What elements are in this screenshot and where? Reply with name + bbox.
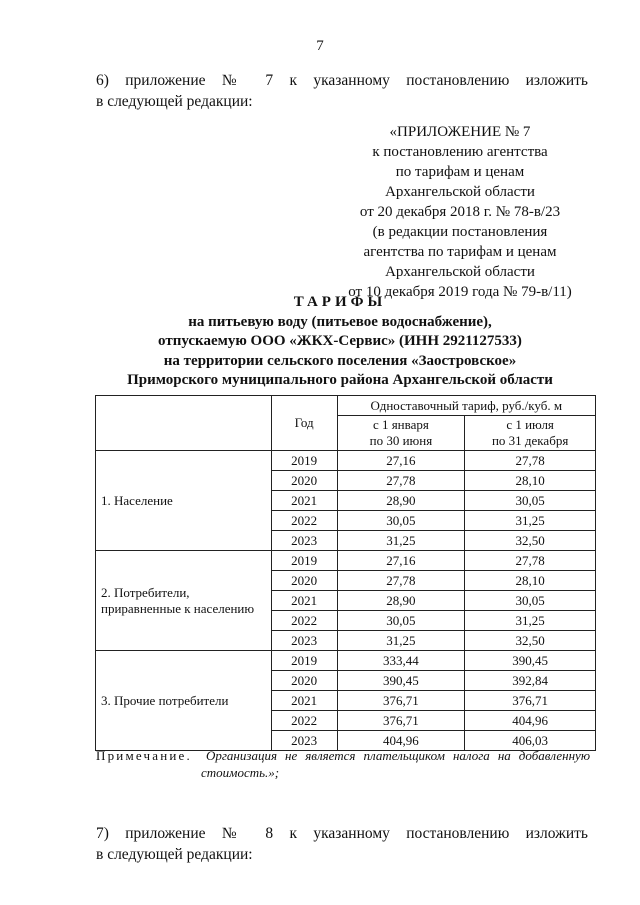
tariff-h1-cell: 31,25 [337,631,465,651]
tariff-h2-cell: 404,96 [465,711,596,731]
note-label: Примечание. [96,748,192,763]
tariff-h1-cell: 28,90 [337,491,465,511]
tariff-h2-cell: 376,71 [465,691,596,711]
tariff-h1-cell: 376,71 [337,691,465,711]
year-cell: 2023 [271,731,337,751]
tariff-h2-cell: 392,84 [465,671,596,691]
appendix-header-line: Архангельской области [385,184,535,200]
appendix-header [330,122,590,302]
tariff-h1-cell: 27,78 [337,471,465,491]
paragraph-7-line2: в следующей редакции: [96,846,253,863]
appendix-header-line: от 20 декабря 2018 г. № 78-в/23 [359,204,561,220]
paragraph-7 [96,823,588,865]
header-category-empty [96,396,272,451]
appendix-header-line: (в редакции постановления [372,224,548,240]
tariff-h2-cell: 30,05 [465,591,596,611]
page-number: 7 [316,38,324,54]
table-row [96,551,596,571]
year-cell: 2019 [271,551,337,571]
tariff-h1-cell: 27,16 [337,451,465,471]
tariff-h2-cell: 28,10 [465,471,596,491]
tariff-h2-cell: 31,25 [465,511,596,531]
year-cell: 2020 [271,671,337,691]
category-cell: 2. Потребители, приравненные к населению [96,551,272,651]
category-cell: 1. Население [96,451,272,551]
table-row [96,651,596,671]
year-cell: 2022 [271,711,337,731]
paragraph-6 [96,70,588,112]
tariff-h1-cell: 30,05 [337,611,465,631]
tariff-h2-cell: 32,50 [465,631,596,651]
table-row [96,451,596,471]
tariff-h2-cell: 31,25 [465,611,596,631]
appendix-header-line: Архангельской области [385,264,535,280]
tariff-h2-cell: 406,03 [465,731,596,751]
tariff-h2-cell: 390,45 [465,651,596,671]
document-title [60,293,620,391]
year-cell: 2021 [271,691,337,711]
title-heading: ТАРИФЫ [293,294,387,310]
tariff-h1-cell: 31,25 [337,531,465,551]
note-text-line1: Организация не является плательщиком налога на добавленную [205,748,590,763]
year-cell: 2019 [271,651,337,671]
appendix-header-line: от 10 декабря 2019 года № 79-в/11) [348,284,572,300]
year-cell: 2022 [271,611,337,631]
header-year: Год [271,396,337,451]
category-cell: 3. Прочие потребители [96,651,272,751]
year-cell: 2022 [271,511,337,531]
table-header-row [96,396,596,416]
header-tariff: Одноставочный тариф, руб./куб. м [337,396,595,416]
tariff-h1-cell: 30,05 [337,511,465,531]
note-text-line2: стоимость.»; [201,765,280,780]
header-period-2: с 1 июля по 31 декабря [465,416,596,451]
title-line: на территории сельского поселения «Заостровское» [163,352,517,369]
header-period-1: с 1 января по 30 июня [337,416,465,451]
year-cell: 2023 [271,631,337,651]
tariff-h2-cell: 28,10 [465,571,596,591]
year-cell: 2021 [271,491,337,511]
tariff-h1-cell: 404,96 [337,731,465,751]
paragraph-7-line1: 7) приложение № 8 к указанному постановлению изложить [96,825,588,842]
tariff-h1-cell: 28,90 [337,591,465,611]
tariff-h1-cell: 333,44 [337,651,465,671]
appendix-header-line: агентства по тарифам и ценам [363,244,557,260]
tariff-h2-cell: 32,50 [465,531,596,551]
tariff-h1-cell: 390,45 [337,671,465,691]
tariff-h2-cell: 27,78 [465,551,596,571]
year-cell: 2019 [271,451,337,471]
paragraph-6-line1: 6) приложение № 7 к указанному постановлению изложить [96,72,588,89]
title-line: на питьевую воду (питьевое водоснабжение), [188,313,492,330]
tariff-h2-cell: 30,05 [465,491,596,511]
appendix-header-line: «ПРИЛОЖЕНИЕ № 7 [389,124,531,140]
tariff-h1-cell: 376,71 [337,711,465,731]
year-cell: 2020 [271,571,337,591]
appendix-header-line: по тарифам и ценам [395,164,525,180]
year-cell: 2020 [271,471,337,491]
tariff-h1-cell: 27,78 [337,571,465,591]
paragraph-6-line2: в следующей редакции: [96,93,253,110]
title-line: отпускаемую ООО «ЖКХ-Сервис» (ИНН 2921127533) [158,333,522,349]
tariff-h1-cell: 27,16 [337,551,465,571]
title-line: Приморского муниципального района Архангельской области [127,372,553,388]
note [96,747,590,781]
tariff-h2-cell: 27,78 [465,451,596,471]
year-cell: 2023 [271,531,337,551]
year-cell: 2021 [271,591,337,611]
appendix-header-line: к постановлению агентства [372,144,548,160]
tariff-table [95,395,596,751]
